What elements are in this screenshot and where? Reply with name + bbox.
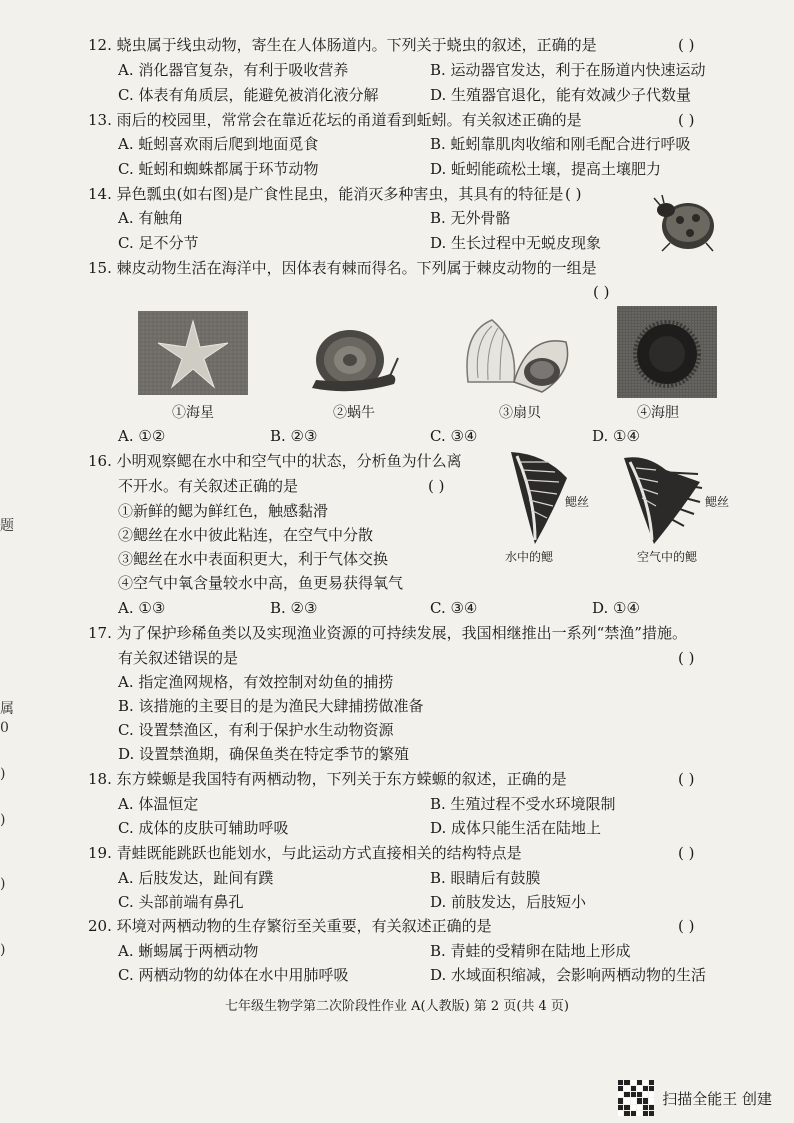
question-13-option-d: D. 蚯蚓能疏松土壤，提高土壤肥力 bbox=[430, 160, 662, 178]
question-19-stem: 19. 青蛙既能跳跃也能划水，与此运动方式直接相关的结构特点是 bbox=[88, 844, 522, 862]
question-13-option-c: C. 蚯蚓和蜘蛛都属于环节动物 bbox=[118, 160, 319, 178]
margin-mark: ) bbox=[0, 942, 6, 958]
question-17-answer-blank[interactable]: ( ) bbox=[678, 649, 695, 667]
question-18-option-d: D. 成体只能生活在陆地上 bbox=[430, 819, 602, 837]
question-13-option-b: B. 蚯蚓靠肌肉收缩和刚毛配合进行呼吸 bbox=[430, 135, 691, 153]
scanner-watermark-text: 扫描全能王 创建 bbox=[662, 1089, 772, 1108]
question-16-statement-3: ③鳃丝在水中表面积更大，利于气体交换 bbox=[118, 550, 389, 568]
question-13-option-a: A. 蚯蚓喜欢雨后爬到地面觅食 bbox=[118, 135, 319, 153]
question-19-option-a: A. 后肢发达，趾间有蹼 bbox=[118, 869, 274, 887]
question-15-option-a: A. ①② bbox=[118, 427, 166, 445]
question-17-option-c: C. 设置禁渔区，有利于保护水生动物资源 bbox=[118, 721, 394, 739]
question-14-option-b: B. 无外骨骼 bbox=[430, 209, 511, 227]
figure-label-starfish: ①海星 bbox=[172, 405, 214, 421]
page-footer: 七年级生物学第二次阶段性作业 A(人教版) 第 2 页(共 4 页) bbox=[224, 999, 569, 1014]
question-14-option-d: D. 生长过程中无蜕皮现象 bbox=[430, 234, 602, 252]
question-12-stem: 12. 蛲虫属于线虫动物，寄生在人体肠道内。下列关于蛲虫的叙述，正确的是 bbox=[88, 36, 597, 54]
question-16-answer-blank[interactable]: ( ) bbox=[428, 477, 445, 495]
question-14-option-c: C. 足不分节 bbox=[118, 234, 199, 252]
question-16-statement-2: ②鳃丝在水中彼此粘连，在空气中分散 bbox=[118, 526, 374, 544]
question-12-option-d: D. 生殖器官退化，能有效减少子代数量 bbox=[430, 86, 692, 104]
margin-mark: 题 bbox=[0, 518, 14, 534]
question-12-option-b: B. 运动器官发达，利于在肠道内快速运动 bbox=[430, 61, 706, 79]
question-15-option-b: B. ②③ bbox=[270, 427, 318, 445]
question-19-option-b: B. 眼睛后有鼓膜 bbox=[430, 869, 541, 887]
question-17-stem-line1: 17. 为了保护珍稀鱼类以及实现渔业资源的可持续发展，我国相继推出一系列“禁渔”措施。 bbox=[88, 624, 687, 642]
gill-filament-label-air: 鳃丝 bbox=[705, 495, 730, 509]
sea-urchin-image bbox=[617, 306, 717, 398]
ladybug-image bbox=[650, 188, 720, 258]
figure-label-snail: ②蜗牛 bbox=[333, 405, 375, 421]
margin-mark: 0 bbox=[0, 720, 9, 736]
question-14-option-a: A. 有触角 bbox=[118, 209, 184, 227]
question-16-option-d: D. ①④ bbox=[592, 599, 640, 617]
question-16-option-b: B. ②③ bbox=[270, 599, 318, 617]
starfish-image bbox=[138, 311, 248, 395]
question-18-option-c: C. 成体的皮肤可辅助呼吸 bbox=[118, 819, 289, 837]
question-16-statement-1: ①新鲜的鳃为鲜红色，触感黏滑 bbox=[118, 502, 329, 520]
question-20-answer-blank[interactable]: ( ) bbox=[678, 917, 695, 935]
question-15-stem: 15. 棘皮动物生活在海洋中，因体表有棘而得名。下列属于棘皮动物的一组是 bbox=[88, 259, 597, 277]
margin-mark: 属 bbox=[0, 701, 14, 717]
scallop-image bbox=[458, 312, 578, 396]
question-18-answer-blank[interactable]: ( ) bbox=[678, 770, 695, 788]
question-13-answer-blank[interactable]: ( ) bbox=[678, 111, 695, 129]
question-15-answer-blank[interactable]: ( ) bbox=[593, 283, 610, 301]
question-17-option-d: D. 设置禁渔期，确保鱼类在特定季节的繁殖 bbox=[118, 745, 410, 763]
question-12-option-a: A. 消化器官复杂，有利于吸收营养 bbox=[118, 61, 349, 79]
margin-mark: ) bbox=[0, 876, 6, 892]
question-12-option-c: C. 体表有角质层，能避免被消化液分解 bbox=[118, 86, 379, 104]
margin-mark: ) bbox=[0, 766, 6, 782]
question-14-stem: 14. 异色瓢虫(如右图)是广食性昆虫，能消灭多种害虫，其具有的特征是 bbox=[88, 185, 564, 203]
question-18-option-b: B. 生殖过程不受水环境限制 bbox=[430, 795, 616, 813]
question-19-option-d: D. 前肢发达，后肢短小 bbox=[430, 893, 587, 911]
question-18-stem: 18. 东方蝾螈是我国特有两栖动物，下列关于东方蝾螈的叙述，正确的是 bbox=[88, 770, 567, 788]
question-16-option-c: C. ③④ bbox=[430, 599, 478, 617]
qr-code-icon bbox=[618, 1080, 654, 1116]
figure-label-sea-urchin: ④海胆 bbox=[637, 405, 679, 421]
question-20-option-c: C. 两栖动物的幼体在水中用肺呼吸 bbox=[118, 966, 349, 984]
question-20-option-d: D. 水域面积缩减，会影响两栖动物的生活 bbox=[430, 966, 707, 984]
question-17-option-b: B. 该措施的主要目的是为渔民大肆捕捞做准备 bbox=[118, 697, 424, 715]
question-20-option-b: B. 青蛙的受精卵在陆地上形成 bbox=[430, 942, 631, 960]
question-18-option-a: A. 体温恒定 bbox=[118, 795, 199, 813]
question-12-answer-blank[interactable]: ( ) bbox=[678, 36, 695, 54]
question-20-stem: 20. 环境对两栖动物的生存繁衍至关重要，有关叙述正确的是 bbox=[88, 917, 492, 935]
question-16-stem-line2: 不开水。有关叙述正确的是 bbox=[118, 477, 299, 495]
question-17-stem-line2: 有关叙述错误的是 bbox=[118, 649, 239, 667]
question-16-statement-4: ④空气中氧含量较水中高，鱼更易获得氧气 bbox=[118, 574, 404, 592]
question-13-stem: 13. 雨后的校园里，常常会在靠近花坛的甬道看到蚯蚓。有关叙述正确的是 bbox=[88, 111, 582, 129]
figure-label-gill-in-water: 水中的鳃 bbox=[505, 550, 554, 564]
snail-image bbox=[302, 318, 402, 396]
question-16-option-a: A. ①③ bbox=[118, 599, 166, 617]
question-19-answer-blank[interactable]: ( ) bbox=[678, 844, 695, 862]
gill-in-air-image bbox=[620, 452, 705, 548]
question-14-answer-blank[interactable]: ( ) bbox=[565, 185, 582, 203]
question-15-option-d: D. ①④ bbox=[592, 427, 640, 445]
question-17-option-a: A. 指定渔网规格，有效控制对幼鱼的捕捞 bbox=[118, 673, 394, 691]
figure-label-scallop: ③扇贝 bbox=[499, 405, 541, 421]
figure-label-gill-in-air: 空气中的鳃 bbox=[637, 550, 698, 564]
question-16-stem-line1: 16. 小明观察鳃在水中和空气中的状态，分析鱼为什么离 bbox=[88, 452, 462, 470]
scanner-watermark bbox=[618, 1080, 772, 1116]
question-19-option-c: C. 头部前端有鼻孔 bbox=[118, 893, 244, 911]
margin-mark: ) bbox=[0, 812, 6, 828]
question-20-option-a: A. 蜥蜴属于两栖动物 bbox=[118, 942, 259, 960]
gill-filament-label-water: 鳃丝 bbox=[565, 495, 590, 509]
question-15-option-c: C. ③④ bbox=[430, 427, 478, 445]
